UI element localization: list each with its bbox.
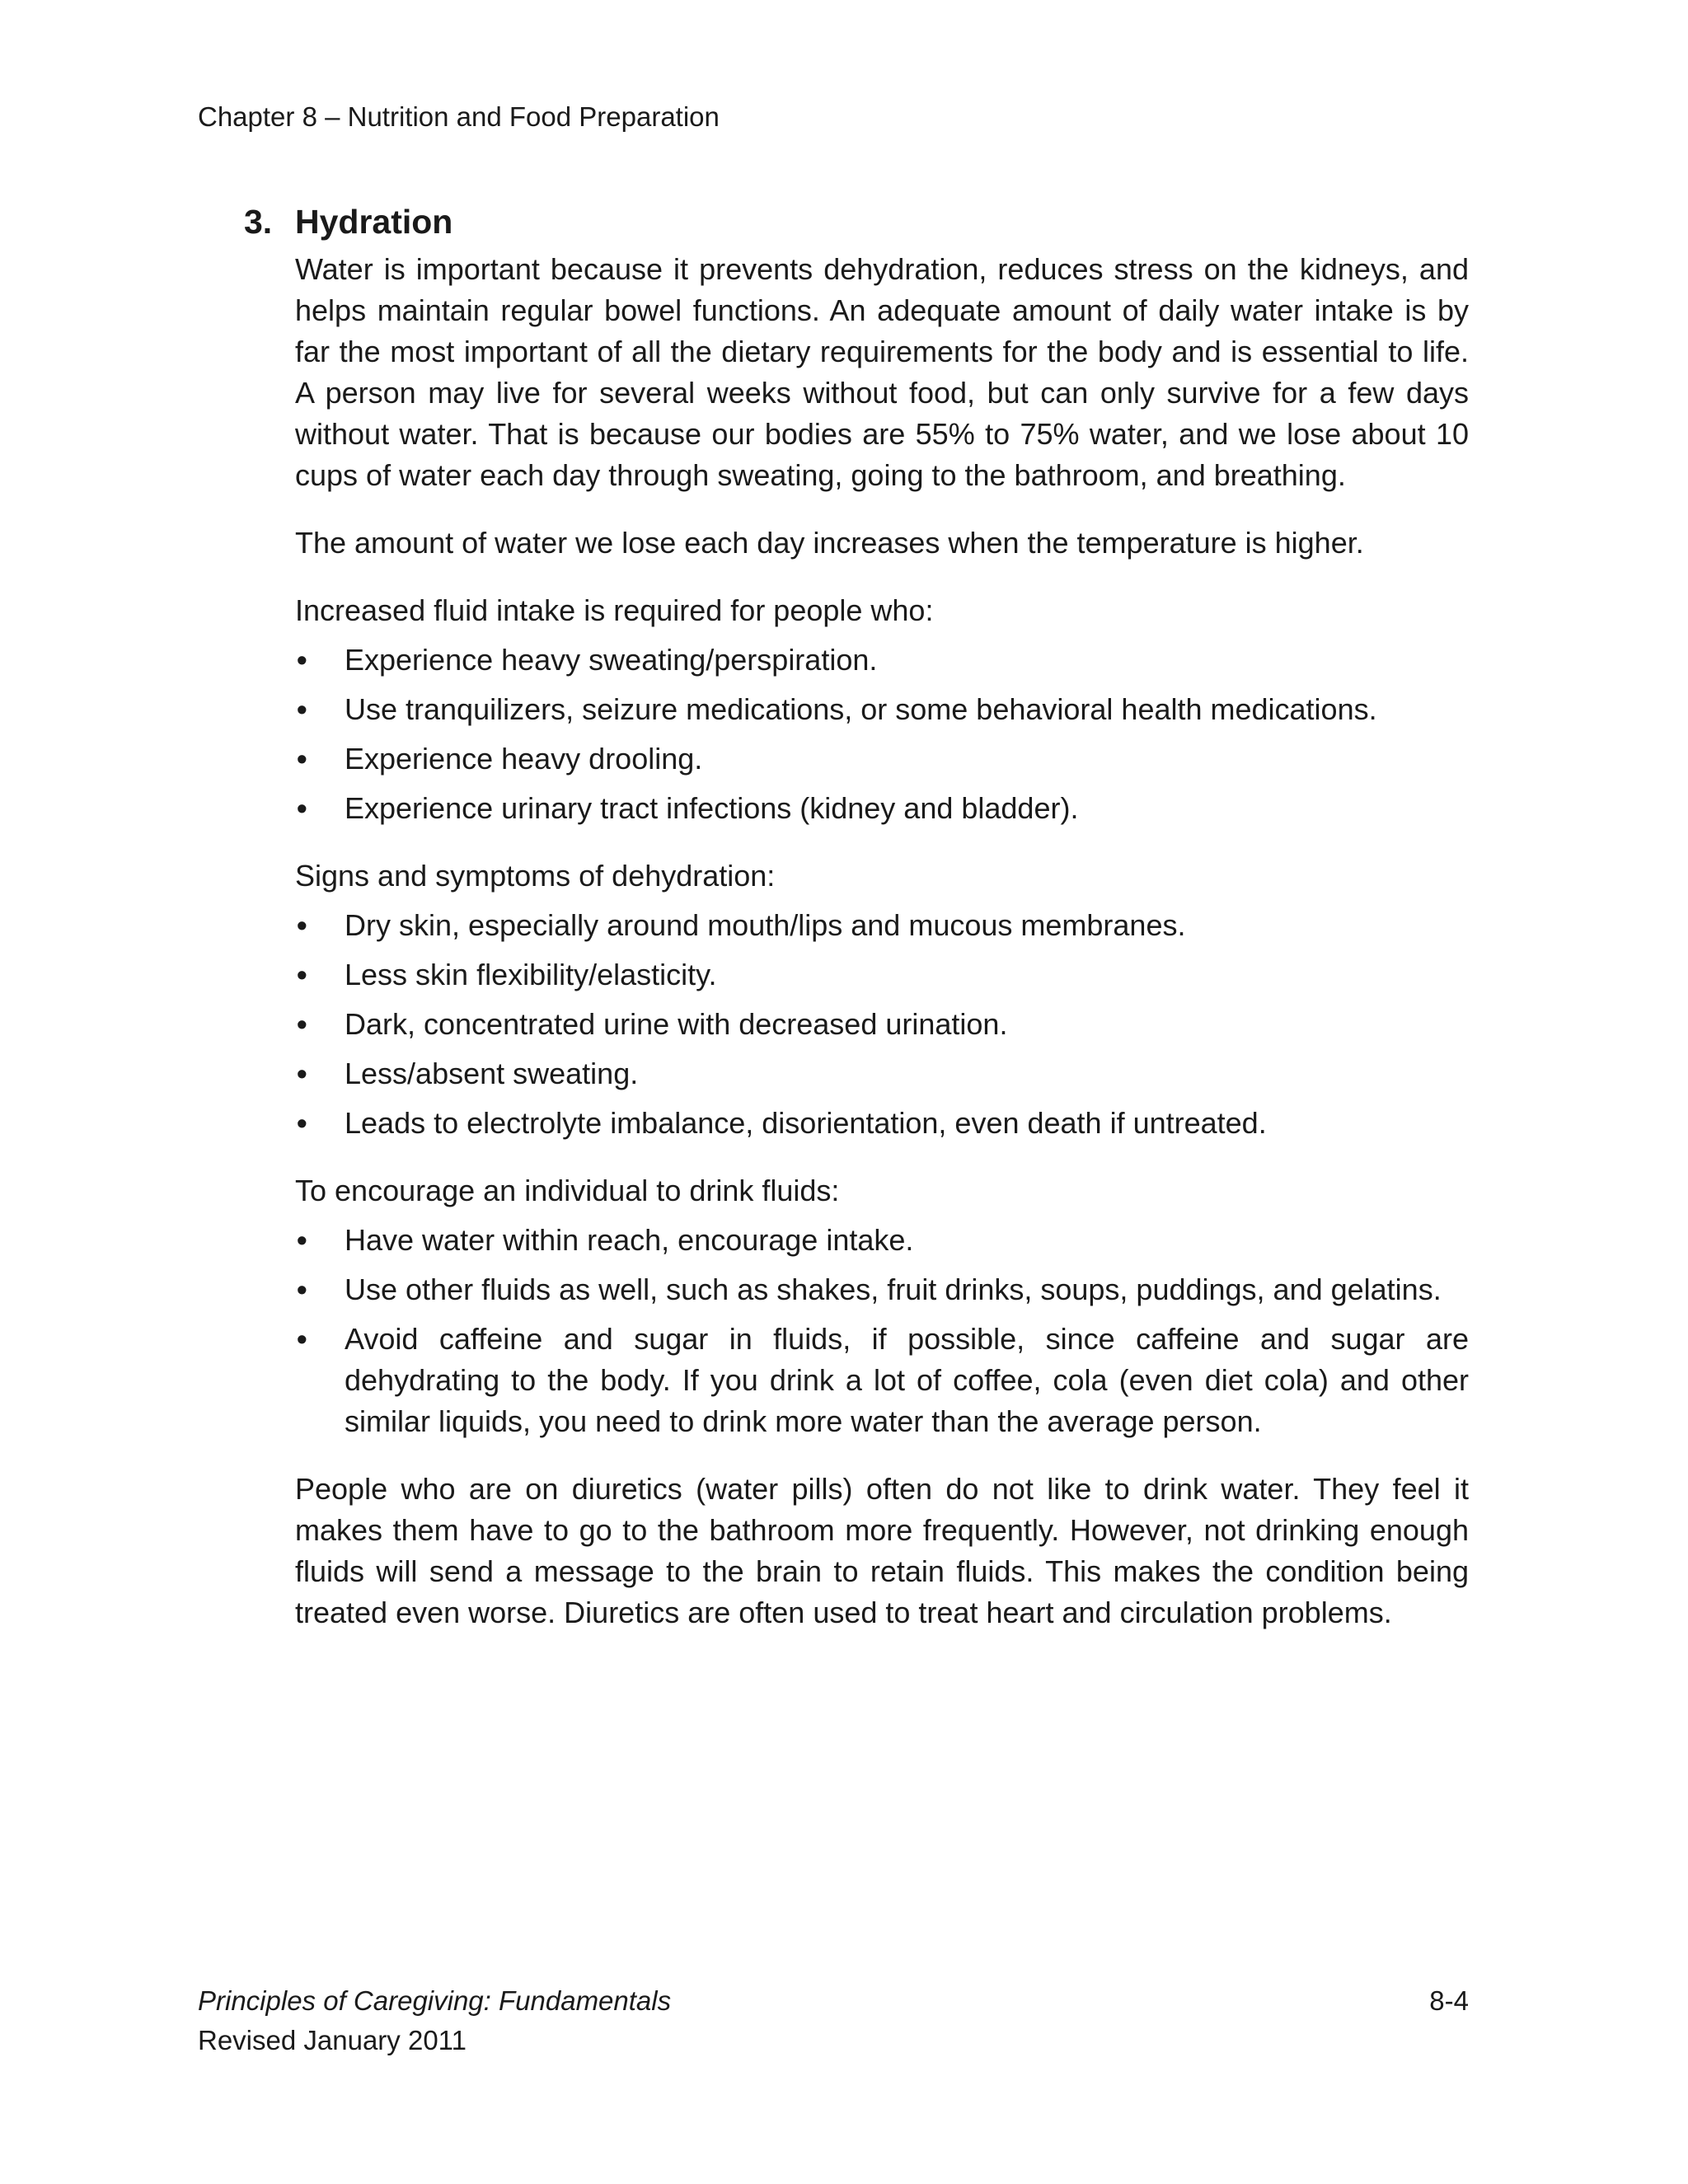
footer-row [198,1981,1469,2021]
list-item-text: Experience heavy sweating/perspiration. [345,643,878,677]
hydration-section [244,196,1469,1660]
bullet-icon: • [297,742,307,776]
section-title: Hydration [295,203,453,241]
dehydration-signs-list [295,905,1469,1144]
bullet-icon: • [297,791,307,825]
list-item-text: Less skin flexibility/elasticity. [345,958,717,991]
list-item-text: Experience urinary tract infections (kidney and bladder). [345,791,1079,825]
intro-paragraph: Water is important because it prevents dehydration, reduces stress on the kidneys, and helps maintain regular bowel functions. An adequate amount of daily water intake is by far the most important of all the dietary requirements for the body and is essential to life. A person may live for several weeks without food, but can only survive for a few days without water. That is because our bodies are 55% to 75% water, and we lose about 10 cups of water each day through sweating, going to the bathroom, and breathing. [295,252,1469,492]
temperature-note: The amount of water we lose each day increases when the temperature is higher. [295,526,1364,560]
bullet-icon: • [297,1223,307,1257]
encourage-fluids-lead: To encourage an individual to drink fluids: [295,1174,840,1207]
list-item [295,954,1469,996]
list-item [295,905,1469,946]
list-item [295,788,1469,829]
bullet-icon: • [297,958,307,991]
list-item-text: Less/absent sweating. [345,1057,639,1090]
list-item [295,1103,1469,1144]
list-item [295,1269,1469,1310]
page-footer [198,1981,1469,2060]
section-body [295,249,1469,1633]
list-item-text: Use other fluids as well, such as shakes, fruit drinks, soups, puddings, and gelatins. [345,1272,1442,1306]
dehydration-signs-lead: Signs and symptoms of dehydration: [295,859,776,893]
bullet-icon: • [297,908,307,942]
list-item [295,689,1469,730]
bullet-icon: • [297,1322,307,1356]
diuretics-paragraph: People who are on diuretics (water pills) often do not like to drink water. They feel it makes them have to go to the bathroom more frequently. However, not drinking enough fluids will send a message to the brain to retain fluids. This makes the condition being treated even worse. Diuretics are often used to treat heart and circulation problems. [295,1472,1469,1629]
list-item [295,738,1469,780]
increased-intake-lead: Increased fluid intake is required for people who: [295,593,934,627]
bullet-icon: • [297,1106,307,1140]
encourage-fluids-list [295,1220,1469,1442]
list-item-text: Avoid caffeine and sugar in fluids, if possible, since caffeine and sugar are dehydrating to the body. If you drink a lot of coffee, cola (even diet cola) and other similar liquids, you need to drink more water than the average person. [345,1322,1469,1438]
list-item-text: Experience heavy drooling. [345,742,703,776]
revision-date: Revised January 2011 [198,2025,467,2055]
list-item [295,1319,1469,1442]
bullet-icon: • [297,1057,307,1090]
increased-intake-list [295,640,1469,829]
running-header: Chapter 8 – Nutrition and Food Preparation [198,101,720,132]
list-item-text: Use tranquilizers, seizure medications, or some behavioral health medications. [345,692,1377,726]
list-item-text: Dark, concentrated urine with decreased urination. [345,1007,1008,1041]
list-item [295,640,1469,681]
list-item [295,1004,1469,1045]
list-item [295,1220,1469,1261]
section-heading [244,196,1469,247]
bullet-icon: • [297,692,307,726]
page-number: 8-4 [1429,1985,1469,2016]
section-number: 3. [244,203,273,241]
list-item-text: Dry skin, especially around mouth/lips and mucous membranes. [345,908,1186,942]
book-title: Principles of Caregiving: Fundamentals [198,1985,672,2016]
bullet-icon: • [297,643,307,677]
bullet-icon: • [297,1007,307,1041]
list-item-text: Have water within reach, encourage intake. [345,1223,914,1257]
list-item-text: Leads to electrolyte imbalance, disorientation, even death if untreated. [345,1106,1267,1140]
list-item [295,1053,1469,1094]
bullet-icon: • [297,1272,307,1306]
